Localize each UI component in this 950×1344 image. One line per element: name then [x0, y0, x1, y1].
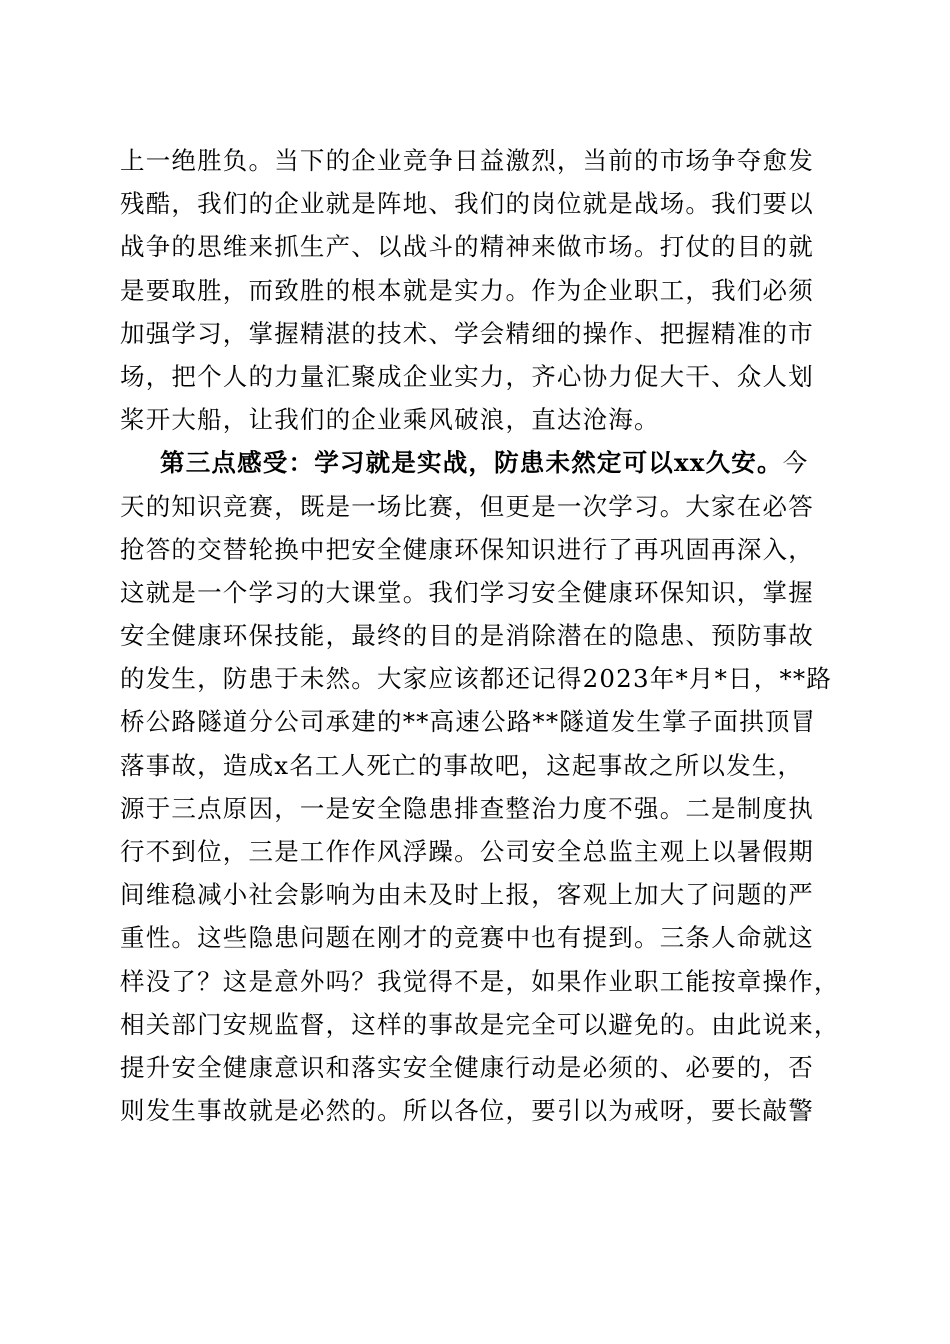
- text-line: 则发生事故就是必然的。所以各位，要引以为戒呀，要长敲警: [120, 1096, 814, 1126]
- text-line: 战争的思维来抓生产、以战斗的精神来做市场。打仗的目的就: [120, 232, 814, 262]
- paragraph-1: [120, 139, 860, 441]
- paragraph-heading-line: [120, 441, 860, 484]
- text-line: 桨开大船，让我们的企业乘风破浪，直达沧海。: [120, 405, 660, 435]
- paragraph-heading: 第三点感受：学习就是实战，防患未然定可以xx久安。: [160, 448, 783, 478]
- text-line: 加强学习，掌握精湛的技术、学会精细的操作、把握精准的市: [120, 318, 814, 348]
- text-line: 残酷，我们的企业就是阵地、我们的岗位就是战场。我们要以: [120, 189, 814, 219]
- paragraph-2: [120, 441, 860, 1132]
- text-line: 抢答的交替轮换中把安全健康环保知识进行了再巩固再深入，: [120, 534, 814, 564]
- text-line: 天的知识竞赛，既是一场比赛，但更是一次学习。大家在必答: [120, 491, 814, 521]
- body-text: [120, 139, 860, 1132]
- heading-line-continuation: 今: [782, 448, 809, 478]
- text-line: 样没了？这是意外吗？我觉得不是，如果作业职工能按章操作，: [120, 966, 840, 996]
- text-line: 相关部门安规监督，这样的事故是完全可以避免的。由此说来，: [120, 1009, 840, 1039]
- text-line: 重性。这些隐患问题在刚才的竞赛中也有提到。三条人命就这: [120, 923, 814, 953]
- text-line: 提升安全健康意识和落实安全健康行动是必须的、必要的，否: [120, 1052, 814, 1082]
- text-line: 场，把个人的力量汇聚成企业实力，齐心协力促大干、众人划: [120, 361, 814, 391]
- text-line: 源于三点原因，一是安全隐患排查整治力度不强。二是制度执: [120, 793, 814, 823]
- text-line: 落事故，造成x名工人死亡的事故吧，这起事故之所以发生，: [120, 750, 804, 780]
- text-line: 行不到位，三是工作作风浮躁。公司安全总监主观上以暑假期: [120, 837, 814, 866]
- text-line: 间维稳减小社会影响为由未及时上报，客观上加大了问题的严: [120, 880, 814, 910]
- text-line: 桥公路隧道分公司承建的**高速公路**隧道发生掌子面拱顶冒: [120, 707, 817, 737]
- text-line: 是要取胜，而致胜的根本就是实力。作为企业职工，我们必须: [120, 275, 814, 305]
- text-line: 这就是一个学习的大课堂。我们学习安全健康环保知识，掌握: [120, 577, 814, 607]
- text-line: 安全健康环保技能，最终的目的是消除潜在的隐患、预防事故: [120, 621, 814, 651]
- text-line: 上一绝胜负。当下的企业竞争日益激烈，当前的市场争夺愈发: [120, 146, 814, 175]
- text-line: 的发生，防患于未然。大家应该都还记得2023年*月*日，**路: [120, 664, 833, 694]
